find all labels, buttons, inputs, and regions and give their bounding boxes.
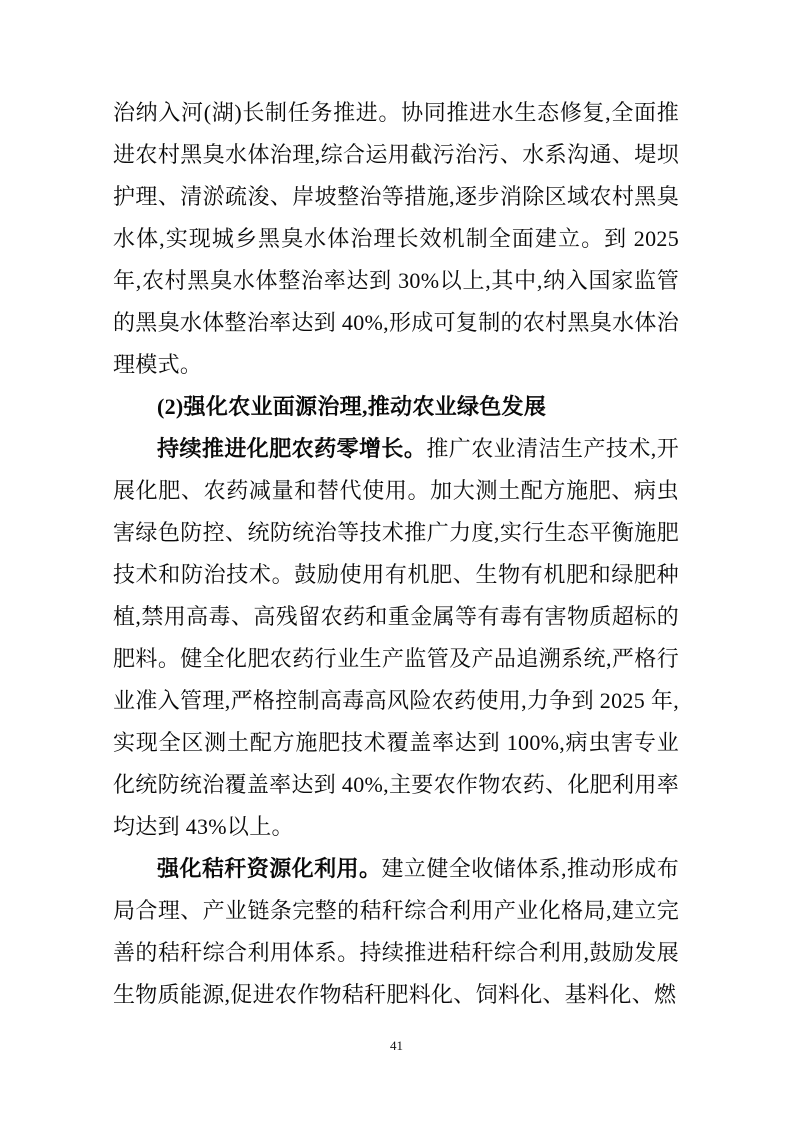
page-body [113, 92, 679, 1016]
paragraph-straw-utilization [113, 848, 679, 1016]
page-number: 41 [390, 1038, 403, 1053]
paragraph-water-treatment-continuation: 治纳入河(湖)长制任务推进。协同推进水生态修复,全面推进农村黑臭水体治理,综合运用截污治污、水系沟通、堤坝护理、清淤疏浚、岸坡整治等措施,逐步消除区域农村黑臭水体,实现城乡黑臭水体治理长效机制全面建立。到 2025 年,农村黑臭水体整治率达到 30%以上,其中,纳入国家监管的黑臭水体整治率达到 40%,形成可复制的农村黑臭水体治理模式。 [113, 100, 679, 377]
paragraph-body-text: 推广农业清洁生产技术,开展化肥、农药减量和替代使用。加大测土配方施肥、病虫害绿色防控、统防统治等技术推广力度,实行生态平衡施肥技术和防治技术。鼓励使用有机肥、生物有机肥和绿肥种植,禁用高毒、高残留农药和重金属等有毒有害物质超标的肥料。健全化肥农药行业生产监管及产品追溯系统,严格行业准入管理,严格控制高毒高风险农药使用,力争到 2025 年,实现全区测土配方施肥技术覆盖率达到 100%,病虫害专业化统防统治覆盖率达到 40%,主要农作物农药、化肥利用率均达到 43%以上。 [113, 436, 679, 839]
paragraph-lead-bold: 强化秸秆资源化利用。 [157, 856, 382, 881]
section-heading-agricultural-pollution: (2)强化农业面源治理,推动农业绿色发展 [157, 394, 547, 419]
paragraph-body-text: 建立健全收储体系,推动形成布局合理、产业链条完整的秸秆综合利用产业化格局,建立完善的秸秆综合利用体系。持续推进秸秆综合利用,鼓励发展生物质能源,促进农作物秸秆肥料化、饲料化、基料化、燃 [113, 856, 679, 1007]
paragraph-lead-bold: 持续推进化肥农药零增长。 [157, 436, 427, 461]
paragraph-fertilizer-pesticide [113, 428, 679, 848]
